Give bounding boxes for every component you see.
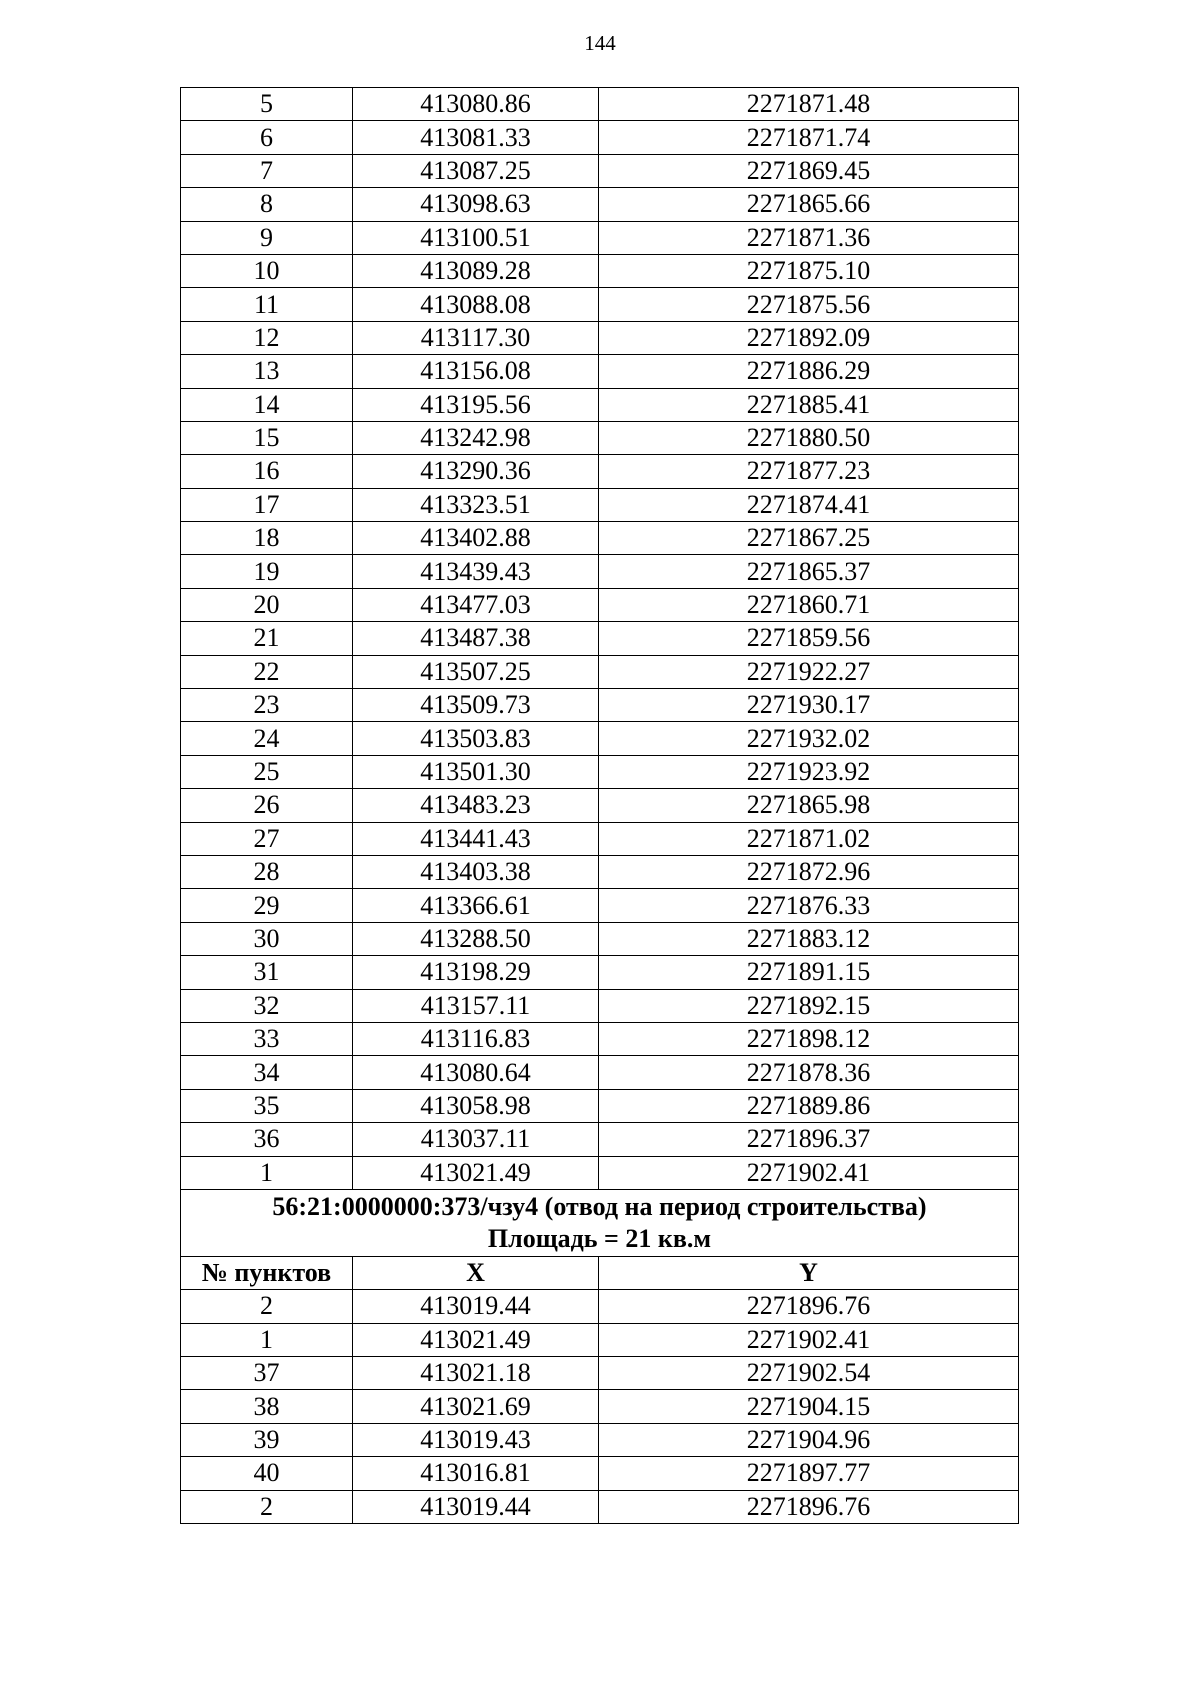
cell-y: 2271872.96 bbox=[599, 855, 1019, 888]
table-row bbox=[181, 855, 1019, 888]
cell-y: 2271897.77 bbox=[599, 1457, 1019, 1490]
table-row bbox=[181, 488, 1019, 521]
table-row bbox=[181, 1056, 1019, 1089]
table-row bbox=[181, 1290, 1019, 1323]
cell-y: 2271904.15 bbox=[599, 1390, 1019, 1423]
cell-y: 2271876.33 bbox=[599, 889, 1019, 922]
table-row bbox=[181, 154, 1019, 187]
cell-y: 2271871.74 bbox=[599, 121, 1019, 154]
cell-x: 413290.36 bbox=[353, 455, 599, 488]
cell-x: 413403.38 bbox=[353, 855, 599, 888]
cell-x: 413242.98 bbox=[353, 421, 599, 454]
cell-y: 2271883.12 bbox=[599, 922, 1019, 955]
cell-x: 413157.11 bbox=[353, 989, 599, 1022]
cell-x: 413087.25 bbox=[353, 154, 599, 187]
cell-x: 413037.11 bbox=[353, 1123, 599, 1156]
top-rows bbox=[181, 88, 1019, 1190]
cell-y: 2271886.29 bbox=[599, 355, 1019, 388]
cell-point-number: 16 bbox=[181, 455, 353, 488]
cell-y: 2271889.86 bbox=[599, 1089, 1019, 1122]
cell-y: 2271892.15 bbox=[599, 989, 1019, 1022]
cell-point-number: 20 bbox=[181, 588, 353, 621]
cell-x: 413366.61 bbox=[353, 889, 599, 922]
cell-point-number: 28 bbox=[181, 855, 353, 888]
cell-x: 413507.25 bbox=[353, 655, 599, 688]
cell-point-number: 13 bbox=[181, 355, 353, 388]
cell-y: 2271859.56 bbox=[599, 622, 1019, 655]
table-row bbox=[181, 989, 1019, 1022]
cell-y: 2271896.37 bbox=[599, 1123, 1019, 1156]
cell-point-number: 12 bbox=[181, 321, 353, 354]
cell-y: 2271922.27 bbox=[599, 655, 1019, 688]
cell-x: 413088.08 bbox=[353, 288, 599, 321]
cell-point-number: 9 bbox=[181, 221, 353, 254]
table-row bbox=[181, 1323, 1019, 1356]
cell-point-number: 36 bbox=[181, 1123, 353, 1156]
cell-y: 2271878.36 bbox=[599, 1056, 1019, 1089]
table-row bbox=[181, 722, 1019, 755]
cell-point-number: 8 bbox=[181, 188, 353, 221]
table-row bbox=[181, 655, 1019, 688]
table-row bbox=[181, 889, 1019, 922]
cell-point-number: 5 bbox=[181, 88, 353, 121]
cell-x: 413501.30 bbox=[353, 755, 599, 788]
cell-point-number: 22 bbox=[181, 655, 353, 688]
cell-y: 2271896.76 bbox=[599, 1290, 1019, 1323]
cell-point-number: 23 bbox=[181, 689, 353, 722]
cell-x: 413100.51 bbox=[353, 221, 599, 254]
cell-point-number: 37 bbox=[181, 1357, 353, 1390]
cell-x: 413016.81 bbox=[353, 1457, 599, 1490]
cell-y: 2271902.41 bbox=[599, 1156, 1019, 1189]
cell-y: 2271871.02 bbox=[599, 822, 1019, 855]
table-row bbox=[181, 221, 1019, 254]
table-row bbox=[181, 321, 1019, 354]
table-row bbox=[181, 421, 1019, 454]
cell-point-number: 15 bbox=[181, 421, 353, 454]
cell-x: 413487.38 bbox=[353, 622, 599, 655]
cell-x: 413509.73 bbox=[353, 689, 599, 722]
cell-point-number: 7 bbox=[181, 154, 353, 187]
table-row bbox=[181, 355, 1019, 388]
cell-y: 2271877.23 bbox=[599, 455, 1019, 488]
table-row bbox=[181, 455, 1019, 488]
section-area: Площадь = 21 кв.м bbox=[487, 1223, 712, 1253]
cell-y: 2271871.36 bbox=[599, 221, 1019, 254]
cell-point-number: 1 bbox=[181, 1323, 353, 1356]
cell-point-number: 14 bbox=[181, 388, 353, 421]
cell-y: 2271867.25 bbox=[599, 522, 1019, 555]
table-row bbox=[181, 789, 1019, 822]
table-row bbox=[181, 588, 1019, 621]
cell-point-number: 29 bbox=[181, 889, 353, 922]
table-row bbox=[181, 188, 1019, 221]
cell-y: 2271880.50 bbox=[599, 421, 1019, 454]
cell-x: 413116.83 bbox=[353, 1022, 599, 1055]
cell-point-number: 10 bbox=[181, 254, 353, 287]
header-point-number: № пунктов bbox=[181, 1256, 353, 1289]
cell-point-number: 40 bbox=[181, 1457, 353, 1490]
cell-x: 413021.49 bbox=[353, 1323, 599, 1356]
cell-point-number: 2 bbox=[181, 1290, 353, 1323]
cell-x: 413080.64 bbox=[353, 1056, 599, 1089]
cell-x: 413439.43 bbox=[353, 555, 599, 588]
table-row bbox=[181, 922, 1019, 955]
section-title: 56:21:0000000:373/чзу4 (отвод на период строительства) bbox=[272, 1191, 927, 1221]
cell-y: 2271869.45 bbox=[599, 154, 1019, 187]
table-row bbox=[181, 1022, 1019, 1055]
coordinates-table bbox=[180, 87, 1019, 1524]
table-row bbox=[181, 288, 1019, 321]
cell-point-number: 6 bbox=[181, 121, 353, 154]
cell-x: 413098.63 bbox=[353, 188, 599, 221]
cell-x: 413323.51 bbox=[353, 488, 599, 521]
cell-x: 413021.69 bbox=[353, 1390, 599, 1423]
cell-y: 2271892.09 bbox=[599, 321, 1019, 354]
cell-point-number: 38 bbox=[181, 1390, 353, 1423]
cell-point-number: 34 bbox=[181, 1056, 353, 1089]
table-row bbox=[181, 88, 1019, 121]
section-heading bbox=[181, 1189, 1019, 1256]
cell-point-number: 27 bbox=[181, 822, 353, 855]
table-row bbox=[181, 555, 1019, 588]
cell-x: 413441.43 bbox=[353, 822, 599, 855]
table-row bbox=[181, 1123, 1019, 1156]
cell-point-number: 1 bbox=[181, 1156, 353, 1189]
cell-x: 413021.49 bbox=[353, 1156, 599, 1189]
table-row bbox=[181, 1490, 1019, 1523]
cell-x: 413019.43 bbox=[353, 1423, 599, 1456]
cell-point-number: 19 bbox=[181, 555, 353, 588]
cell-y: 2271902.41 bbox=[599, 1323, 1019, 1356]
cell-x: 413089.28 bbox=[353, 254, 599, 287]
cell-y: 2271891.15 bbox=[599, 956, 1019, 989]
cell-y: 2271923.92 bbox=[599, 755, 1019, 788]
cell-x: 413477.03 bbox=[353, 588, 599, 621]
table-row bbox=[181, 956, 1019, 989]
cell-x: 413080.86 bbox=[353, 88, 599, 121]
cell-point-number: 30 bbox=[181, 922, 353, 955]
cell-y: 2271902.54 bbox=[599, 1357, 1019, 1390]
table-row bbox=[181, 1089, 1019, 1122]
table-row bbox=[181, 1457, 1019, 1490]
cell-point-number: 18 bbox=[181, 522, 353, 555]
table-row bbox=[181, 1423, 1019, 1456]
cell-y: 2271932.02 bbox=[599, 722, 1019, 755]
bottom-rows bbox=[181, 1290, 1019, 1524]
table-row bbox=[181, 1390, 1019, 1423]
cell-y: 2271865.37 bbox=[599, 555, 1019, 588]
section-row bbox=[181, 1189, 1019, 1256]
cell-x: 413483.23 bbox=[353, 789, 599, 822]
cell-point-number: 26 bbox=[181, 789, 353, 822]
cell-y: 2271896.76 bbox=[599, 1490, 1019, 1523]
cell-y: 2271904.96 bbox=[599, 1423, 1019, 1456]
cell-x: 413402.88 bbox=[353, 522, 599, 555]
header-row bbox=[181, 1256, 1019, 1289]
table-row bbox=[181, 522, 1019, 555]
cell-y: 2271865.98 bbox=[599, 789, 1019, 822]
cell-point-number: 24 bbox=[181, 722, 353, 755]
cell-y: 2271875.56 bbox=[599, 288, 1019, 321]
cell-y: 2271885.41 bbox=[599, 388, 1019, 421]
cell-y: 2271930.17 bbox=[599, 689, 1019, 722]
table-row bbox=[181, 822, 1019, 855]
cell-point-number: 11 bbox=[181, 288, 353, 321]
cell-y: 2271875.10 bbox=[599, 254, 1019, 287]
section-block bbox=[181, 1189, 1019, 1289]
cell-y: 2271865.66 bbox=[599, 188, 1019, 221]
cell-y: 2271860.71 bbox=[599, 588, 1019, 621]
page-number: 144 bbox=[584, 31, 616, 55]
table-row bbox=[181, 1156, 1019, 1189]
cell-x: 413081.33 bbox=[353, 121, 599, 154]
table-row bbox=[181, 689, 1019, 722]
cell-point-number: 17 bbox=[181, 488, 353, 521]
header-y: Y bbox=[599, 1256, 1019, 1289]
cell-point-number: 32 bbox=[181, 989, 353, 1022]
table-row bbox=[181, 388, 1019, 421]
cell-point-number: 31 bbox=[181, 956, 353, 989]
table-row bbox=[181, 1357, 1019, 1390]
cell-point-number: 21 bbox=[181, 622, 353, 655]
cell-point-number: 25 bbox=[181, 755, 353, 788]
cell-x: 413198.29 bbox=[353, 956, 599, 989]
cell-x: 413019.44 bbox=[353, 1290, 599, 1323]
table-row bbox=[181, 622, 1019, 655]
cell-point-number: 35 bbox=[181, 1089, 353, 1122]
cell-x: 413156.08 bbox=[353, 355, 599, 388]
table-row bbox=[181, 121, 1019, 154]
cell-x: 413117.30 bbox=[353, 321, 599, 354]
cell-point-number: 2 bbox=[181, 1490, 353, 1523]
table-row bbox=[181, 755, 1019, 788]
cell-x: 413288.50 bbox=[353, 922, 599, 955]
cell-x: 413503.83 bbox=[353, 722, 599, 755]
table-row bbox=[181, 254, 1019, 287]
cell-x: 413021.18 bbox=[353, 1357, 599, 1390]
cell-y: 2271898.12 bbox=[599, 1022, 1019, 1055]
cell-x: 413195.56 bbox=[353, 388, 599, 421]
cell-x: 413019.44 bbox=[353, 1490, 599, 1523]
cell-y: 2271871.48 bbox=[599, 88, 1019, 121]
cell-point-number: 39 bbox=[181, 1423, 353, 1456]
cell-x: 413058.98 bbox=[353, 1089, 599, 1122]
cell-y: 2271874.41 bbox=[599, 488, 1019, 521]
header-x: X bbox=[353, 1256, 599, 1289]
cell-point-number: 33 bbox=[181, 1022, 353, 1055]
